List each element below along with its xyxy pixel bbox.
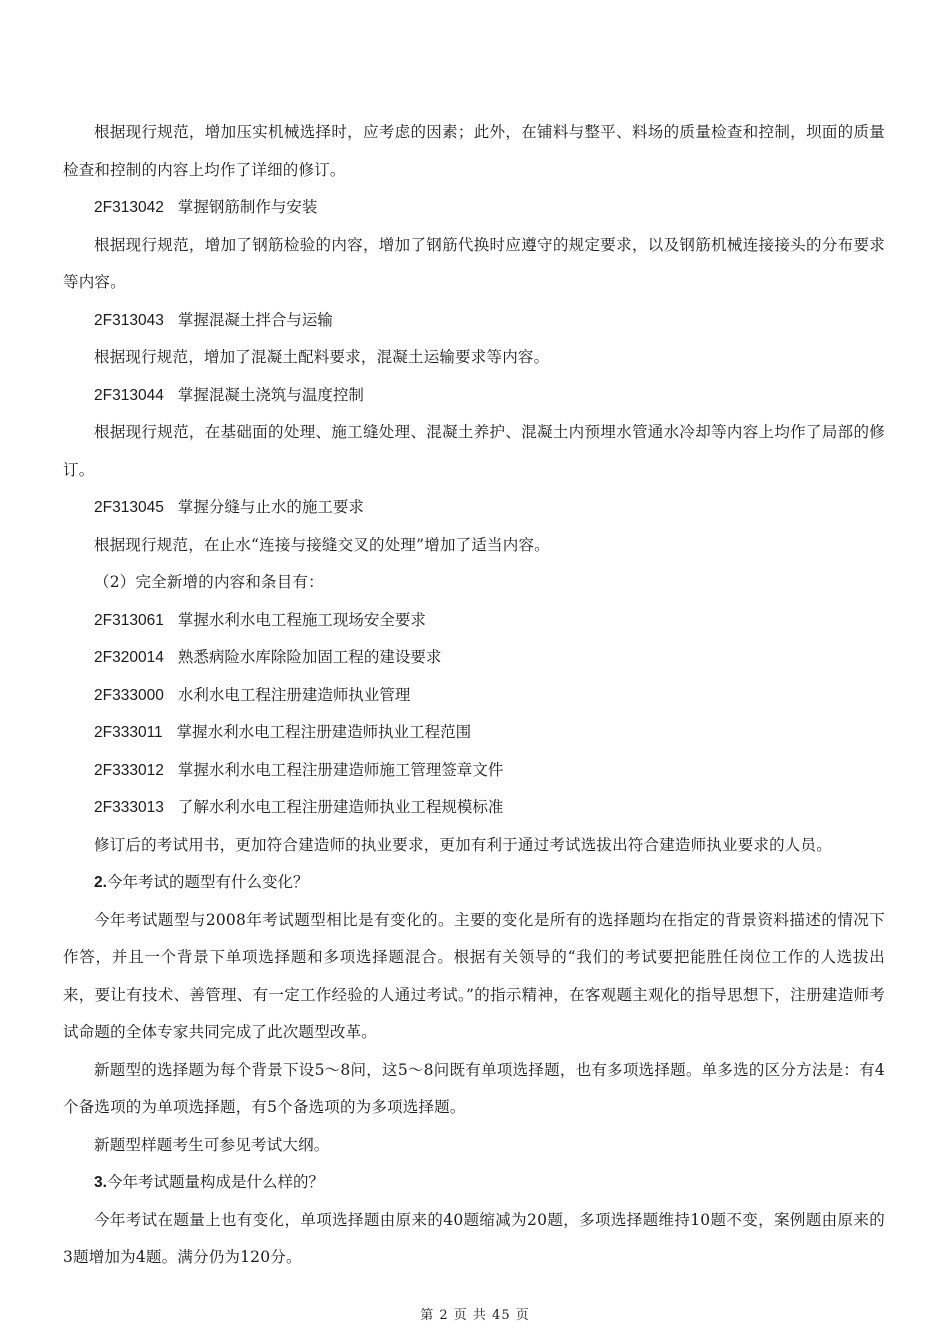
syllabus-item xyxy=(63,677,885,715)
syllabus-item xyxy=(63,602,885,640)
item-title: 掌握分缝与止水的施工要求 xyxy=(177,498,364,516)
item-title: 水利水电工程注册建造师执业管理 xyxy=(177,685,411,704)
page-footer: 第 2 页 共 45 页 xyxy=(420,1308,530,1323)
syllabus-item xyxy=(63,639,885,677)
item-title: 了解水利水电工程注册建造师执业工程规模标准 xyxy=(177,798,504,816)
paragraph: 新题型样题考生可参见考试大纲。 xyxy=(94,1135,330,1154)
item-code: 2F333012 xyxy=(94,761,164,779)
item-code: 2F320014 xyxy=(94,649,164,666)
syllabus-item xyxy=(63,789,885,827)
item-code: 2F313044 xyxy=(94,386,164,404)
item-code: 2F313045 xyxy=(94,499,164,516)
paragraph: 今年考试在题量上也有变化，单项选择题由原来的40题缩减为20题，多项选择题维持10题不变，案例题由原来的3题增加为4题。满分仍为120分。 xyxy=(63,1210,885,1266)
question-heading xyxy=(63,1164,885,1202)
item-code: 2F313061 xyxy=(94,611,164,629)
item-title: 掌握水利水电工程注册建造师施工管理签章文件 xyxy=(177,760,504,779)
paragraph: 今年考试题型与2008年考试题型相比是有变化的。主要的变化是所有的选择题均在指定的背景资料描述的情况下作答，并且一个背景下单项选择题和多项选择题混合。根据有关领导的“我们的考试要把能胜任岗位工作的人选拔出来，要让有技术、善管理、有一定工作经验的人通过考试。”的指示精神，在客观题主观化的指导思想下，注册建造师考试命题的全体专家共同完成了此次题型改革。 xyxy=(63,910,885,1041)
item-code: 2F313042 xyxy=(94,199,164,216)
paragraph: 修订后的考试用书，更加符合建造师的执业要求，更加有利于通过考试选拔出符合建造师执业要求的人员。 xyxy=(94,835,832,854)
paragraph: 根据现行规范，在基础面的处理、施工缝处理、混凝土养护、混凝土内预埋水管通水冷却等内容上均作了局部的修订。 xyxy=(63,423,885,479)
syllabus-item xyxy=(63,489,885,527)
syllabus-item xyxy=(63,377,885,415)
item-code: 2F333013 xyxy=(94,799,164,816)
syllabus-item xyxy=(63,752,885,790)
paragraph: 根据现行规范，增加压实机械选择时，应考虑的因素；此外，在铺料与整平、料场的质量检查和控制，坝面的质量检查和控制的内容上均作了详细的修订。 xyxy=(63,123,885,179)
item-title: 掌握水利水电工程施工现场安全要求 xyxy=(177,610,426,629)
item-code: 2F333011 xyxy=(94,724,163,741)
syllabus-item xyxy=(63,714,885,752)
paragraph: 根据现行规范，增加了混凝土配料要求，混凝土运输要求等内容。 xyxy=(94,348,550,366)
document-body xyxy=(63,114,885,1277)
question-text: 今年考试题量构成是什么样的？ xyxy=(106,1173,324,1191)
item-title: 掌握钢筋制作与安装 xyxy=(177,198,318,216)
paragraph: 新题型的选择题为每个背景下设5～8问，这5～8问既有单项选择题，也有多项选择题。单多选的区分方法是：有4个备选项的为单项选择题，有5个备选项的为多项选择题。 xyxy=(63,1060,885,1116)
item-title: 掌握水利水电工程注册建造师执业工程范围 xyxy=(176,723,472,741)
question-heading xyxy=(63,864,885,902)
question-number: 3. xyxy=(94,1174,107,1191)
item-code: 2F333000 xyxy=(94,686,164,704)
syllabus-item xyxy=(63,189,885,227)
paragraph: 根据现行规范，增加了钢筋检验的内容，增加了钢筋代换时应遵守的规定要求，以及钢筋机械连接接头的分布要求等内容。 xyxy=(63,235,885,291)
question-text: 今年考试的题型有什么变化？ xyxy=(106,873,309,891)
subsection-heading: （2）完全新增的内容和条目有： xyxy=(94,573,324,591)
paragraph: 根据现行规范，在止水“连接与接缝交叉的处理”增加了适当内容。 xyxy=(94,535,550,554)
item-title: 熟悉病险水库除险加固工程的建设要求 xyxy=(177,648,442,666)
item-code: 2F313043 xyxy=(94,311,164,329)
question-number: 2. xyxy=(94,874,107,891)
item-title: 掌握混凝土拌合与运输 xyxy=(177,310,333,329)
item-title: 掌握混凝土浇筑与温度控制 xyxy=(177,385,364,404)
syllabus-item xyxy=(63,302,885,340)
